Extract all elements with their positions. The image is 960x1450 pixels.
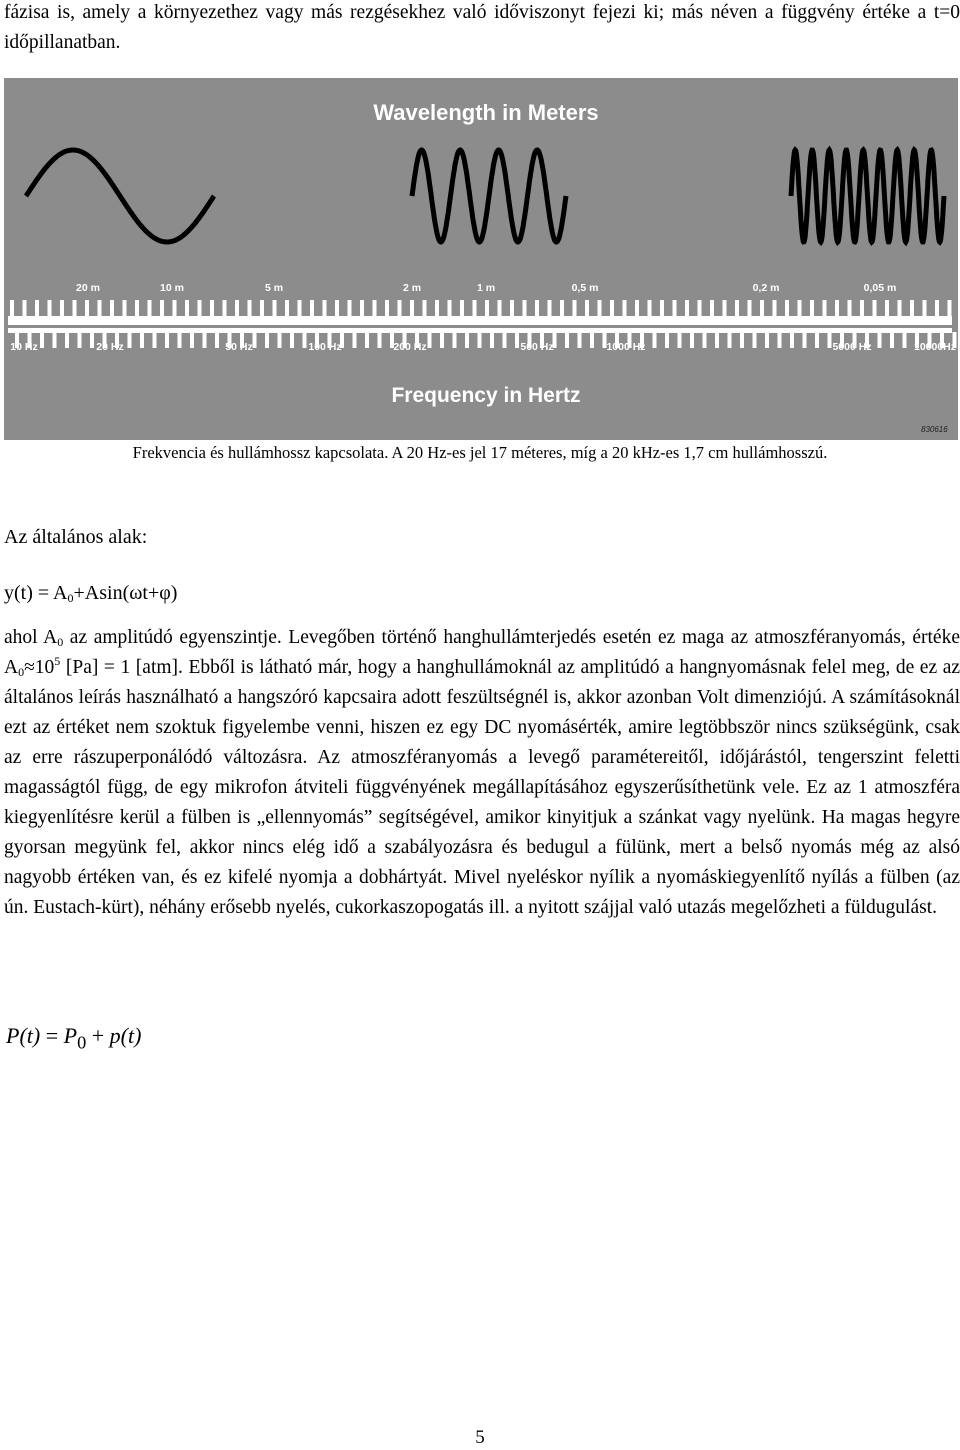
- ruler-tick-top: [323, 300, 327, 317]
- ruler-tick-top: [398, 300, 402, 317]
- ruler-tick-top: [873, 300, 877, 317]
- ruler-tick-top: [35, 300, 39, 317]
- body-text-1: ahol A: [4, 627, 58, 648]
- ruler-tick-bottom: [490, 332, 494, 348]
- wavelength-frequency-figure: [4, 78, 958, 440]
- ruler-tick-top: [285, 300, 289, 317]
- wavelength-label: 0,2 m: [752, 282, 780, 294]
- ruler-tick-top: [573, 300, 577, 317]
- ruler-tick-top: [10, 300, 14, 317]
- ruler-tick-bottom: [753, 332, 757, 348]
- ruler-tick-top: [823, 300, 827, 317]
- ruler-tick-top: [698, 300, 702, 317]
- wavelength-label: 5 m: [264, 282, 284, 294]
- ruler-tick-bottom: [515, 332, 519, 348]
- pformula-rhs: p(t): [109, 1023, 142, 1048]
- ruler-tick-top: [948, 300, 952, 317]
- ruler-tick-top: [235, 300, 239, 317]
- ruler-tick-top: [685, 300, 689, 317]
- ruler-tick-top: [735, 300, 739, 317]
- figure-title-frequency: Frequency in Hertz: [391, 384, 581, 407]
- ruler-tick-top: [660, 300, 664, 317]
- body-sub-2: 0: [18, 665, 25, 679]
- low-frequency-wave: [26, 150, 214, 242]
- ruler-tick-top: [223, 300, 227, 317]
- ruler-tick-top: [273, 300, 277, 317]
- ruler-tick-top: [248, 300, 252, 317]
- ruler-tick-top: [898, 300, 902, 317]
- ruler-tick-top: [360, 300, 364, 317]
- figure-code: 830616: [921, 425, 948, 434]
- ruler-tick-top: [310, 300, 314, 317]
- ruler-tick-bottom: [740, 332, 744, 348]
- ruler-tick-top: [23, 300, 27, 317]
- ruler-tick-top: [60, 300, 64, 317]
- frequency-label: 20 Hz: [96, 341, 124, 353]
- ruler-tick-top: [135, 300, 139, 317]
- formula-rhs: +Asin(ωt+φ): [73, 582, 178, 604]
- ruler-tick-bottom: [253, 332, 257, 348]
- ruler-tick-top: [185, 300, 189, 317]
- ruler-tick-bottom: [178, 332, 182, 348]
- wavelength-label: 20 m: [76, 282, 100, 294]
- wavelength-label: 1 m: [476, 282, 496, 294]
- ruler-tick-top: [335, 300, 339, 317]
- ruler-tick-top: [923, 300, 927, 317]
- ruler-tick-bottom: [790, 332, 794, 348]
- ruler-tick-bottom: [653, 332, 657, 348]
- ruler-tick-top: [773, 300, 777, 317]
- ruler-tick-bottom: [53, 332, 57, 348]
- ruler-tick-top: [435, 300, 439, 317]
- wavelength-label: 0,5 m: [571, 282, 599, 294]
- pformula-lhs: P(t): [6, 1023, 41, 1048]
- ruler-tick-top: [510, 300, 514, 317]
- ruler-tick-top: [160, 300, 164, 317]
- ruler-tick-top: [473, 300, 477, 317]
- ruler-tick-bottom: [765, 332, 769, 348]
- ruler-tick-top: [73, 300, 77, 317]
- ruler-tick-top: [798, 300, 802, 317]
- ruler-tick-top: [848, 300, 852, 317]
- formula-lhs: y(t) = A: [4, 582, 68, 604]
- frequency-label: 100 Hz: [308, 341, 342, 353]
- ruler-tick-top: [835, 300, 839, 317]
- ruler-tick-bottom: [690, 332, 694, 348]
- page-number: 5: [475, 1427, 485, 1448]
- ruler-tick-top: [598, 300, 602, 317]
- ruler-top-bar: [8, 316, 952, 325]
- frequency-label: 10 Hz: [10, 341, 38, 353]
- body-paragraph: [4, 623, 960, 923]
- ruler-tick-top: [373, 300, 377, 317]
- body-sub-1: 0: [57, 635, 64, 649]
- ruler-tick-top: [410, 300, 414, 317]
- ruler-tick-bottom: [428, 332, 432, 348]
- ruler-tick-bottom: [590, 332, 594, 348]
- pformula-plus: +: [86, 1023, 110, 1048]
- ruler-tick-bottom: [265, 332, 269, 348]
- ruler-tick-top: [85, 300, 89, 317]
- ruler-tick-bottom: [815, 332, 819, 348]
- wavelength-label: 2 m: [402, 282, 422, 294]
- frequency-label: 10000Hz: [913, 341, 957, 353]
- general-formula: [4, 580, 177, 606]
- ruler-tick-top: [635, 300, 639, 317]
- figure-title-wavelength: Wavelength in Meters: [373, 100, 599, 125]
- high-frequency-wave: [791, 150, 944, 242]
- ruler-tick-bottom: [828, 332, 832, 348]
- ruler-tick-top: [723, 300, 727, 317]
- pressure-formula: [6, 1021, 141, 1057]
- ruler-tick-top: [110, 300, 114, 317]
- ruler-tick-bottom: [478, 332, 482, 348]
- ruler-tick-top: [760, 300, 764, 317]
- wavelength-labels: [76, 282, 896, 294]
- ruler-tick-bottom: [128, 332, 132, 348]
- ruler-tick-bottom: [453, 332, 457, 348]
- ruler-tick-top: [385, 300, 389, 317]
- pformula-p: P: [63, 1023, 78, 1048]
- body-sup: 5: [54, 654, 61, 668]
- ruler-tick-bottom: [203, 332, 207, 348]
- example-waves: [26, 150, 944, 242]
- ruler-tick-bottom: [890, 332, 894, 348]
- ruler-tick-bottom: [190, 332, 194, 348]
- ruler-tick-bottom: [703, 332, 707, 348]
- ruler-tick-top: [498, 300, 502, 317]
- ruler-tick-top: [885, 300, 889, 317]
- ruler-tick-bottom: [140, 332, 144, 348]
- frequency-label: 1000 Hz: [606, 341, 646, 353]
- ruler-tick-top: [560, 300, 564, 317]
- ruler-tick-top: [623, 300, 627, 317]
- pformula-sub: 0: [77, 1032, 87, 1053]
- intro-paragraph: fázisa is, amely a környezethez vagy más rezgésekhez való időviszonyt fejezi ki; más néven a függvény értéke a t=0 időpillanatban.: [4, 2, 960, 53]
- mid-frequency-wave: [412, 150, 566, 242]
- ruler-tick-top: [448, 300, 452, 317]
- ruler-tick-top: [123, 300, 127, 317]
- ruler-tick-top: [173, 300, 177, 317]
- ruler-tick-bottom: [665, 332, 669, 348]
- frequency-label: 200 Hz: [393, 341, 427, 353]
- ruler-tick-top: [148, 300, 152, 317]
- ruler-tick-top: [298, 300, 302, 317]
- ruler-tick-bottom: [365, 332, 369, 348]
- wavelength-label: 10 m: [160, 282, 184, 294]
- frequency-label: 5000 Hz: [832, 341, 872, 353]
- wavelength-label: 0,05 m: [863, 282, 897, 294]
- ruler-tick-top: [785, 300, 789, 317]
- ruler-tick-top: [548, 300, 552, 317]
- ruler-tick-top: [910, 300, 914, 317]
- ruler-tick-bottom: [278, 332, 282, 348]
- ruler-tick-bottom: [678, 332, 682, 348]
- ruler-tick-top: [98, 300, 102, 317]
- ruler-tick-top: [460, 300, 464, 317]
- ruler-tick-top: [535, 300, 539, 317]
- ruler-tick-top: [48, 300, 52, 317]
- ruler-tick-top: [935, 300, 939, 317]
- ruler-tick-top: [260, 300, 264, 317]
- ruler-tick-bottom: [903, 332, 907, 348]
- ruler-tick-top: [610, 300, 614, 317]
- ruler-tick-top: [485, 300, 489, 317]
- ruler-tick-bottom: [440, 332, 444, 348]
- body-text-3: [Pa] = 1 [atm]. Ebből is látható már, hogy a hanghullámoknál az amplitúdó a hangnyomásnak felel meg, de ez az általános leírás használható a hangszóró kapcsaira adott feszültségnél is, akkor azonban Volt dimenziójú. A számításoknál ezt az értéket nem szoktuk figyelembe venni, hiszen ez egy DC nyomásérték, amire legtöbbször nincs szükségünk, csak az erre rászuperponálódó változásra. Az atmoszféranyomás a levegő paramétereitől, időjárástól, tengerszint feletti magasságtól függ, de egy mikrofon átviteli függvényének megállapításához egyszerűsíthetünk vele. Ez az 1 atmoszféra kiegyenlítésre kerül a fülben is „ellennyomás” segítségével, amikor kinyitjuk a szánkat vagy nyelünk. Ha magas hegyre gyorsan megyünk fel, akkor nincs elég idő a szabályozásra és bedugul a fülünk, mert a belső nyomás még az alsó nagyobb értéken van, és ez kifelé nyomja a dobhártyát. Mivel nyeléskor nyílik a nyomáskiegyenlítő nyílás a fülben (az ún. Eustach-kürt), néhány erősebb nyelés, cukorkaszopogatás ill. a nyitott szájjal való utazás megelőzheti a füldugulást.: [4, 657, 960, 918]
- ruler-tick-bottom: [465, 332, 469, 348]
- ruler-tick-bottom: [353, 332, 357, 348]
- ruler-tick-bottom: [878, 332, 882, 348]
- ruler-tick-top: [423, 300, 427, 317]
- ruler-tick-bottom: [578, 332, 582, 348]
- ruler-tick-top: [748, 300, 752, 317]
- ruler-tick-bottom: [565, 332, 569, 348]
- ruler-tick-bottom: [40, 332, 44, 348]
- frequency-labels: [10, 341, 956, 353]
- body-approx: ≈10: [24, 657, 55, 678]
- ruler-tick-top: [523, 300, 527, 317]
- body-text-2: az amplitúdó egyenszintje. Levegőben történő hanghullámterjedés esetén ez maga az atmoszféranyomás, értéke A: [4, 627, 960, 678]
- ruler-tick-bottom: [65, 332, 69, 348]
- ruler-tick-top: [198, 300, 202, 317]
- ruler-tick-top: [860, 300, 864, 317]
- ruler-tick-top: [210, 300, 214, 317]
- pformula-eq: =: [40, 1023, 64, 1048]
- ruler-tick-top: [810, 300, 814, 317]
- ruler-tick-bottom: [290, 332, 294, 348]
- ruler-tick-bottom: [90, 332, 94, 348]
- ruler-tick-bottom: [215, 332, 219, 348]
- ruler-tick-bottom: [728, 332, 732, 348]
- ruler-tick-bottom: [303, 332, 307, 348]
- formula-sub: 0: [67, 591, 74, 605]
- ruler-tick-bottom: [715, 332, 719, 348]
- figure-caption: Frekvencia és hullámhossz kapcsolata. A 20 Hz-es jel 17 méteres, míg a 20 kHz-es 1,7 cm hullámhosszú.: [132, 443, 828, 462]
- ruler-tick-top: [673, 300, 677, 317]
- ruler-tick-bottom: [803, 332, 807, 348]
- ruler-tick-bottom: [503, 332, 507, 348]
- ruler-tick-top: [710, 300, 714, 317]
- ruler-tick-top: [585, 300, 589, 317]
- ruler-tick-bottom: [778, 332, 782, 348]
- ruler-tick-bottom: [78, 332, 82, 348]
- ruler-tick-bottom: [165, 332, 169, 348]
- section-heading: Az általános alak:: [4, 526, 148, 548]
- scale-ruler: [8, 300, 957, 348]
- ruler-tick-bottom: [153, 332, 157, 348]
- ruler-tick-top: [648, 300, 652, 317]
- frequency-label: 500 Hz: [520, 341, 554, 353]
- frequency-label: 50 Hz: [225, 341, 253, 353]
- ruler-tick-bottom: [378, 332, 382, 348]
- ruler-tick-top: [348, 300, 352, 317]
